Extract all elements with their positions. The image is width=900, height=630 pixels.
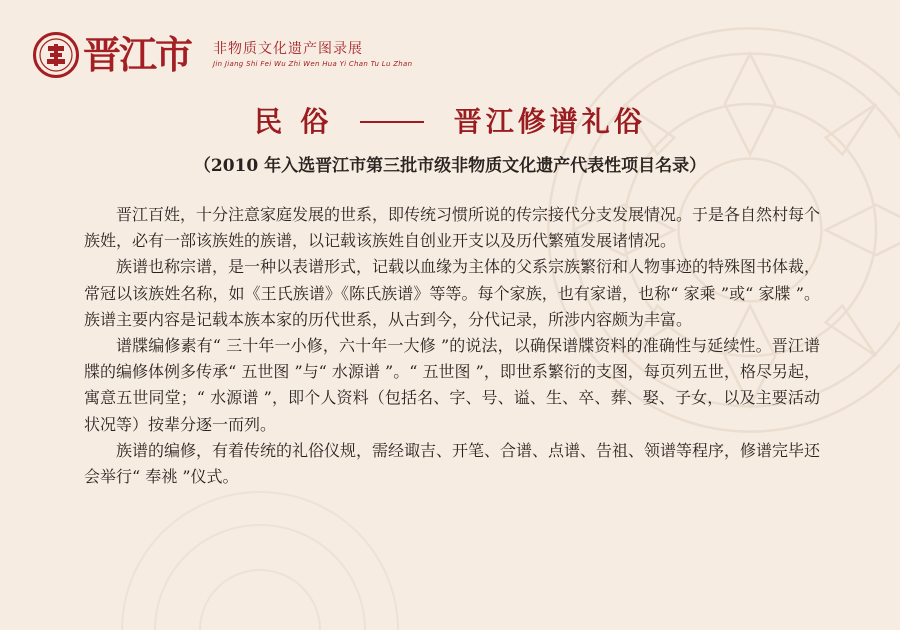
paragraph: 族谱的编修，有着传统的礼俗仪规，需经诹吉、开笔、合谱、点谱、告祖、领谱等程序，修谱完毕还会举行“ 奉祧 ”仪式。 xyxy=(84,440,821,487)
body-text xyxy=(84,202,820,490)
background-medallion-icon xyxy=(110,480,410,630)
brand-name: 晋江市 xyxy=(83,32,192,77)
title-category: 民俗 xyxy=(254,105,347,138)
seal-logo-icon xyxy=(33,32,79,78)
paragraph: 族谱也称宗谱，是一种以表谱形式，记载以血缘为主体的父系宗族繁衍和人物事迹的特殊图书体裁，常冠以该族姓名称，如《王氏族谱》《陈氏族谱》等等。每个家族，也有家谱，也称“ 家乘 ”或“ 家牒 ”。族谱主要内容是记载本族本家的历代世系，从古到今，分代记录，所涉内容颇为丰富。 xyxy=(84,257,821,329)
title-dash xyxy=(360,121,424,123)
paragraph: 晋江百姓，十分注意家庭发展的世系，即传统习惯所说的传宗接代分支发展情况。于是各自然村每个族姓，必有一部该族姓的族谱，以记载该族姓自创业开支以及历代繁殖发展诸情况。 xyxy=(84,205,821,251)
exhibition-title: 非物质文化遗产图录展 xyxy=(213,41,363,57)
page-subtitle: （2010 年入选晋江市第三批市级非物质文化遗产代表性项目名录） xyxy=(193,156,707,176)
page-title xyxy=(0,100,900,140)
paragraph: 谱牒编修素有“ 三十年一小修，六十年一大修 ”的说法，以确保谱牒资料的准确性与延续性。晋江谱牒的编修体例多传承“ 五世图 ”与“ 水源谱 ”。“ 五世图 ”，即世系繁衍的支图，每页列五世，格尽另起，寓意五世同堂；“ 水源谱 ”，即个人资料（包括名、字、号、谥、生、卒、葬、娶、子女，以及主要活动状况等）按辈分逐一而列。 xyxy=(84,336,820,434)
exhibition-pinyin: Jin Jiang Shi Fei Wu Zhi Wen Hua Yi Chan Tu Lu Zhan xyxy=(213,60,413,68)
title-item: 晋江修谱礼俗 xyxy=(453,105,646,138)
exhibition-header xyxy=(33,30,413,86)
